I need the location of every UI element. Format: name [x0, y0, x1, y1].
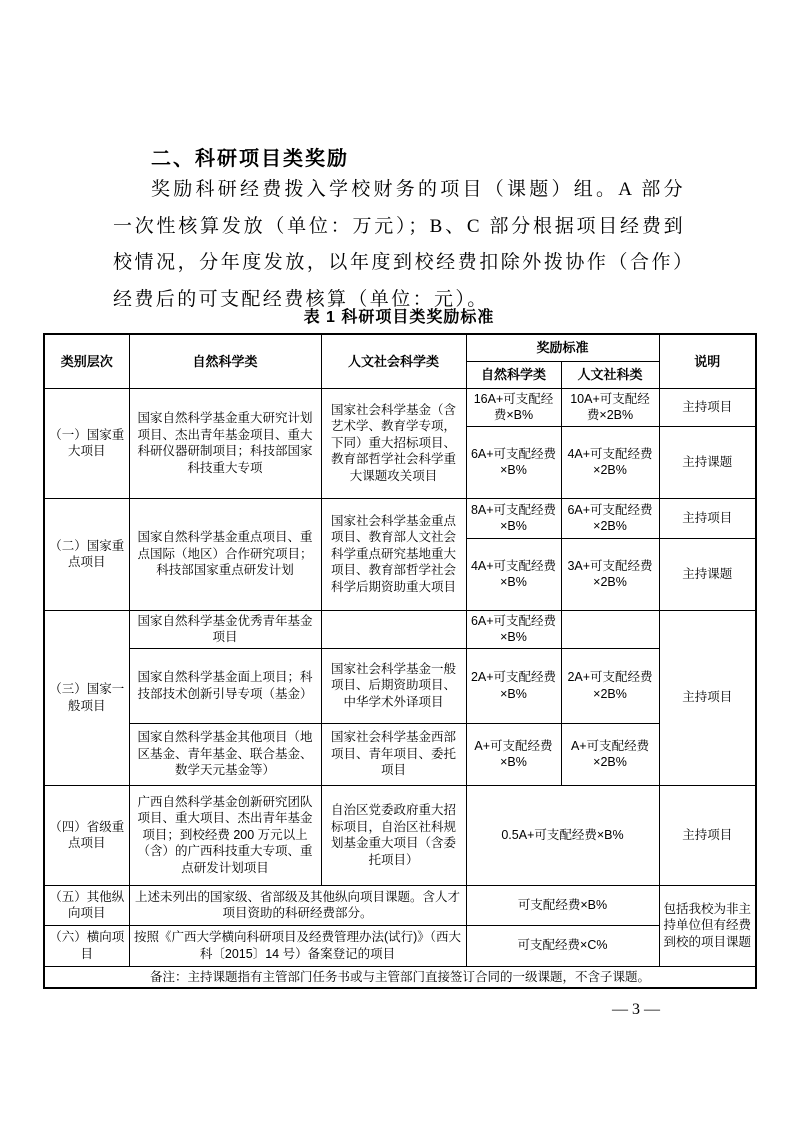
block4-standard: 0.5A+可支配经费×B%	[466, 785, 659, 885]
block4-humanities-list: 自治区党委政府重大招标项目，自治区社科规划基金重大项目（含委托项目）	[321, 785, 466, 885]
header-standard-natural: 自然科学类	[466, 361, 561, 388]
block3-row2-std-natural: 2A+可支配经费×B%	[466, 648, 561, 723]
block1-row2-std-natural: 6A+可支配经费×B%	[466, 426, 561, 498]
block3-row1-std-natural: 6A+可支配经费×B%	[466, 610, 561, 648]
block3-row1-std-social	[561, 610, 659, 648]
block3-note: 主持项目	[659, 610, 756, 785]
header-humanities: 人文社会科学类	[321, 334, 466, 388]
block3-row3-std-social: A+可支配经费×2B%	[561, 723, 659, 785]
block3-row3-std-natural: A+可支配经费×B%	[466, 723, 561, 785]
block1-row2-note: 主持课题	[659, 426, 756, 498]
block2-category: （二）国家重点项目	[44, 498, 129, 610]
block1-row1-note: 主持项目	[659, 388, 756, 426]
section-heading: 二、科研项目类奖励	[151, 148, 349, 170]
block2-natural-list: 国家自然科学基金重点项目、重点国际（地区）合作研究项目；科技部国家重点研发计划	[129, 498, 321, 610]
block4-note: 主持项目	[659, 785, 756, 885]
intro-paragraph: 奖励科研经费拨入学校财务的项目（课题）组。A 部分一次性核算发放（单位：万元）；B、C 部分根据项目经费到校情况，分年度发放，以年度到校经费扣除外拨协作（合作）经费后的可支配经费核算（单位：元）。	[113, 179, 685, 310]
page-number: — 3 —	[612, 1001, 660, 1018]
header-standard: 奖励标准	[466, 334, 659, 361]
block3-row2-natural: 国家自然科学基金面上项目；科技部技术创新引导专项（基金）	[129, 648, 321, 723]
block2-row1-std-natural: 8A+可支配经费×B%	[466, 498, 561, 538]
block1-humanities-list: 国家社会科学基金（含艺术学、教育学专项，下同）重大招标项目、教育部哲学社会科学重大课题攻关项目	[321, 388, 466, 498]
block6-category: （六）横向项目	[44, 925, 129, 966]
block5-description: 上述未列出的国家级、省部级及其他纵向项目课题。含人才项目资助的科研经费部分。	[129, 885, 466, 925]
block3-row3-humanities: 国家社会科学基金西部项目、青年项目、委托项目	[321, 723, 466, 785]
block2-row2-note: 主持课题	[659, 538, 756, 610]
block2-humanities-list: 国家社会科学基金重点项目、教育部人文社会科学重点研究基地重大项目、教育部哲学社会科学后期资助重大项目	[321, 498, 466, 610]
block5-6-note: 包括我校为非主持单位但有经费到校的项目课题	[659, 885, 756, 966]
table-title: 表 1 科研项目类奖励标准	[303, 309, 495, 326]
header-note: 说明	[659, 334, 756, 388]
awards-table	[43, 333, 757, 989]
block1-natural-list: 国家自然科学基金重大研究计划项目、杰出青年基金项目、重大科研仪器研制项目；科技部国家科技重大专项	[129, 388, 321, 498]
block1-category: （一）国家重大项目	[44, 388, 129, 498]
block2-row1-note: 主持项目	[659, 498, 756, 538]
block1-row1-std-social: 10A+可支配经费×2B%	[561, 388, 659, 426]
block1-row2-std-social: 4A+可支配经费×2B%	[561, 426, 659, 498]
block3-row2-humanities: 国家社会科学基金一般项目、后期资助项目、中华学术外译项目	[321, 648, 466, 723]
block5-standard: 可支配经费×B%	[466, 885, 659, 925]
block3-row2-std-social: 2A+可支配经费×2B%	[561, 648, 659, 723]
header-category: 类别层次	[44, 334, 129, 388]
block2-row2-std-social: 3A+可支配经费×2B%	[561, 538, 659, 610]
block3-row3-natural: 国家自然科学基金其他项目（地区基金、青年基金、联合基金、数学天元基金等）	[129, 723, 321, 785]
block6-standard: 可支配经费×C%	[466, 925, 659, 966]
table-remark: 备注：主持课题指有主管部门任务书或与主管部门直接签订合同的一级课题，不含子课题。	[44, 966, 756, 988]
block5-category: （五）其他纵向项目	[44, 885, 129, 925]
header-natural: 自然科学类	[129, 334, 321, 388]
block3-row1-natural: 国家自然科学基金优秀青年基金项目	[129, 610, 321, 648]
block4-category: （四）省级重点项目	[44, 785, 129, 885]
block6-description: 按照《广西大学横向科研项目及经费管理办法(试行)》（西大科〔2015〕14 号）备案登记的项目	[129, 925, 466, 966]
block1-row1-std-natural: 16A+可支配经费×B%	[466, 388, 561, 426]
block2-row2-std-natural: 4A+可支配经费×B%	[466, 538, 561, 610]
block4-natural-list: 广西自然科学基金创新研究团队项目、重大项目、杰出青年基金项目；到校经费 200 万元以上（含）的广西科技重大专项、重点研发计划项目	[129, 785, 321, 885]
block3-row1-humanities	[321, 610, 466, 648]
header-standard-social: 人文社科类	[561, 361, 659, 388]
block3-category: （三）国家一般项目	[44, 610, 129, 785]
block2-row1-std-social: 6A+可支配经费×2B%	[561, 498, 659, 538]
